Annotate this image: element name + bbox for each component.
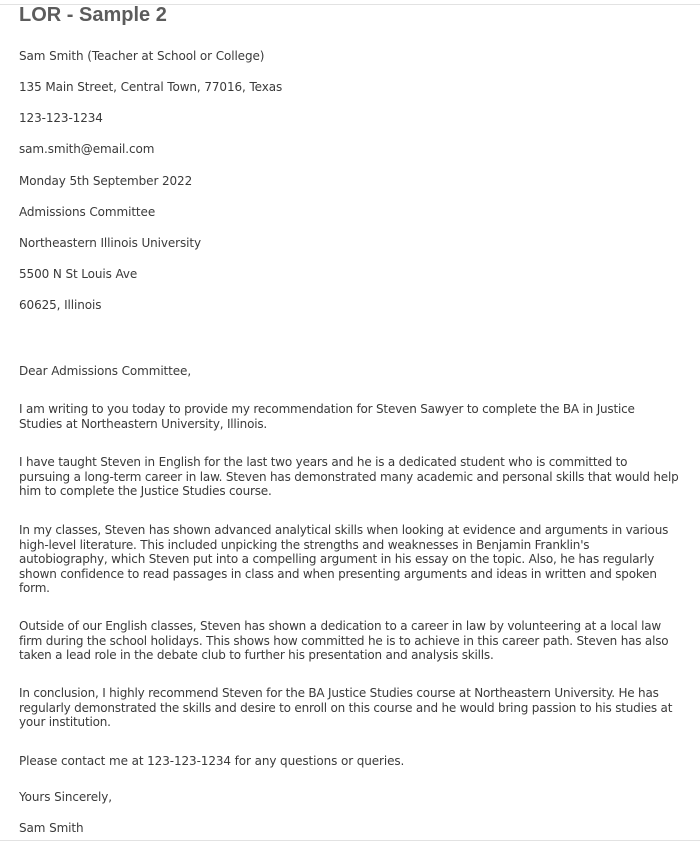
sender-address: 135 Main Street, Central Town, 77016, Texas xyxy=(19,80,283,94)
recipient-line-3: 5500 N St Louis Ave xyxy=(19,267,138,281)
letter-date: Monday 5th September 2022 xyxy=(19,174,193,188)
body-paragraph-3: In my classes, Steven has shown advanced analytical skills when looking at evidence and arguments in various high-level literature. This included unpicking the strengths and weaknesses in Benjamin Franklin's autobiography, which Steven put into a compelling argument in his essay on the topic. Also, he has regularly shown confidence to read passages in class and when presenting arguments and ideas in written and spoken form. xyxy=(19,523,669,595)
sender-name: Sam Smith (Teacher at School or College) xyxy=(19,49,265,63)
sender-phone: 123-123-1234 xyxy=(19,111,103,125)
body-paragraph-2: I have taught Steven in English for the last two years and he is a dedicated student who is committed to pursuing a long-term career in law. Steven has demonstrated many academic and personal skills that would help him to complete the Justice Studies course. xyxy=(19,455,679,498)
closing: Yours Sincerely, xyxy=(19,790,112,804)
contact-line: Please contact me at 123-123-1234 for any questions or queries. xyxy=(19,754,405,768)
recipient-line-4: 60625, Illinois xyxy=(19,298,102,312)
salutation: Dear Admissions Committee, xyxy=(19,364,192,378)
body-paragraph-1: I am writing to you today to provide my recommendation for Steven Sawyer to complete the BA in Justice Studies at Northeastern University, Illinois. xyxy=(19,402,635,431)
bottom-divider xyxy=(0,840,700,841)
recipient-line-1: Admissions Committee xyxy=(19,205,156,219)
page-title: LOR - Sample 2 xyxy=(19,4,167,26)
recipient-line-2: Northeastern Illinois University xyxy=(19,236,202,250)
body-paragraph-5: In conclusion, I highly recommend Steven for the BA Justice Studies course at Northeastern University. He has regularly demonstrated the skills and desire to enroll on this course and he would bring passion to his studies at your institution. xyxy=(19,686,673,729)
signature: Sam Smith xyxy=(19,821,84,835)
sender-email: sam.smith@email.com xyxy=(19,142,155,156)
body-paragraph-4: Outside of our English classes, Steven has shown a dedication to a career in law by volunteering at a local law firm during the school holidays. This shows how committed he is to achieve in this career path. Steven has also taken a lead role in the debate club to further his presentation and analysis skills. xyxy=(19,619,669,662)
